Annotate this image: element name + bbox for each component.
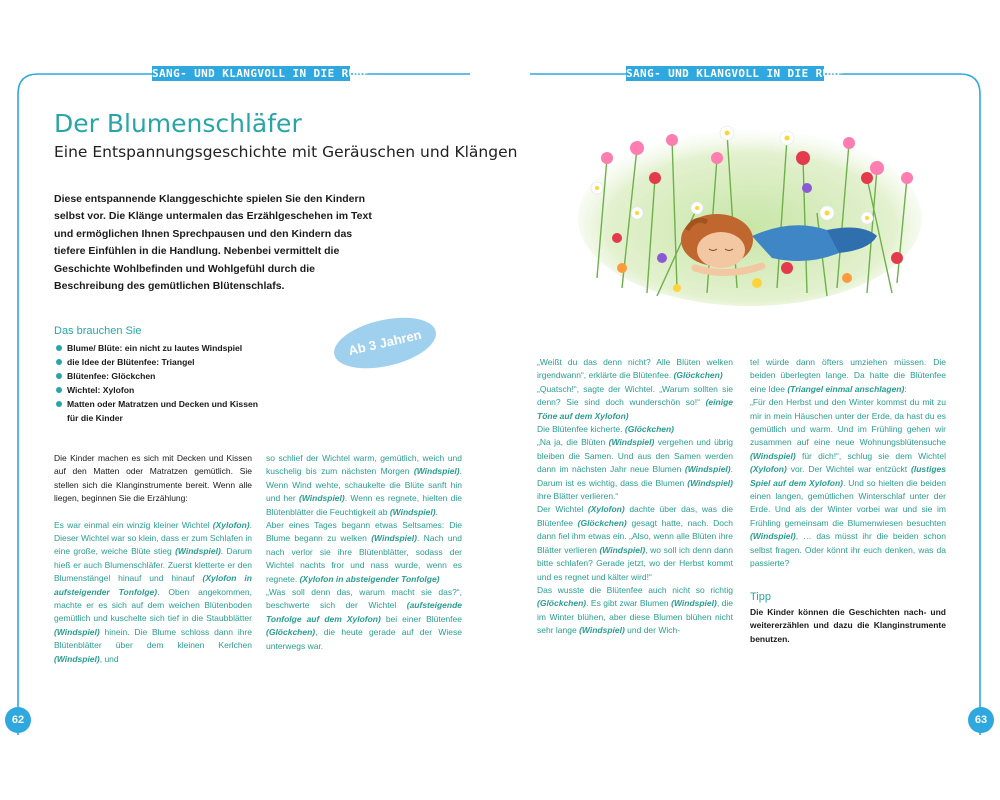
story-text: . Dieser Wichtel war so klein, dass er zum Schlafen in eine große, weiche Blüte stieg [54, 519, 252, 557]
sound-cue: (Windspiel) [299, 493, 345, 504]
story-text: für dich!“, schlug sie dem Wichtel [795, 450, 946, 461]
sound-cue: (Glöckchen) [266, 627, 316, 638]
sound-cue: (Windspiel) [750, 450, 796, 461]
page-subtitle: Eine Entspannungsgeschichte mit Geräuschen und Klängen [54, 143, 518, 161]
story-text: . Nach und nach verlor sie ihre Blütenblätter, sodass der Wichtel nachts fror und nass wurde, wenn es regnete. [266, 533, 462, 584]
story-text: Die Blütenfee kicherte. [537, 424, 625, 435]
story-text: Das wusste die Blütenfee auch nicht so richtig [537, 584, 733, 595]
story-text: : [904, 383, 907, 394]
sound-cue: (Windspiel) [608, 437, 655, 448]
story-text: „Weißt du das denn nicht? Alle Blüten welken irgendwann“, erklärte die Blütenfee. [537, 357, 733, 381]
story-text: . Und so hielten die beiden einen langen, gemütlichen Winterschlaf unter der Erde. Und als der Winter vorbei war und sie im Frühling gemeinsam die Blumenwiesen besuchten [750, 477, 946, 528]
story-text: , die im Winter blühen, aber diese Blumen blühen nicht sehr lange [537, 598, 733, 636]
sound-cue: (Windspiel) [671, 598, 717, 609]
sound-cue: (einige Töne auf dem Xylofon) [537, 397, 733, 421]
story-text: „Was soll denn das, warum macht sie das?“, beschwerte sich der Wichtel [266, 587, 462, 611]
story-paragraph [537, 356, 733, 638]
story-text: und der Wich- [624, 625, 681, 636]
sound-cue: (Windspiel) [599, 544, 646, 555]
sound-cue: (Windspiel) [750, 531, 796, 542]
header-banner-left: SANG- UND KLANGVOLL IN DIE RUHE [152, 67, 370, 80]
sound-cue: (Windspiel) [413, 466, 460, 477]
age-badge: Ab 3 Jahren [329, 309, 441, 377]
sound-cue: (Triangel einmal anschlagen) [787, 383, 905, 394]
story-text: . Darum ist es wichtig, dass die Blumen [537, 464, 733, 488]
story-text: . [435, 506, 438, 517]
sound-cue: (Xylofon) [587, 504, 625, 515]
story-text: , wo soll ich denn dann bitte schlafen? Gerade jetzt, wo der Herbst kommt und es regnet und kälter wird!“ [537, 544, 733, 582]
story-text: , die heute gerade auf der Wiese unterwegs war. [266, 627, 462, 651]
list-item: Wichtel: Xylofon [56, 383, 266, 397]
text-column-1 [54, 452, 252, 666]
story-text: gesagt hatte, nach. Doch dann fiel ihm etwas ein. „Also, wenn alle Blüten ihre Blätter verlieren [537, 517, 733, 555]
list-item: Blütenfee: Glöckchen [56, 369, 266, 383]
list-item: Blume/ Blüte: ein nicht zu lautes Windspiel [56, 341, 266, 355]
sound-cue: (Xylofon) [750, 464, 787, 475]
sound-cue: (aufsteigende Tonfolge auf dem Xylofon) [266, 600, 462, 624]
tip-heading: Tipp [750, 590, 771, 603]
sound-cue: (Windspiel) [389, 506, 436, 517]
story-text: Es war einmal ein winzig kleiner Wichtel [54, 519, 213, 530]
sound-cue: (Windspiel) [54, 626, 100, 637]
story-text: Aber eines Tages begann etwas Seltsames: Die Blume begann zu welken [266, 520, 462, 544]
instruction-paragraph: Die Kinder machen es sich mit Decken und Kissen auf den Matten oder Matratzen gemütlich. Sie stellen sich die Klanginstrumente bereit. Wenn alle liegen, beginnen Sie die Erzählung: [54, 453, 252, 504]
sound-cue: (Windspiel) [687, 477, 733, 488]
story-text: „Für den Herbst und den Winter kommst du mit zu mir in mein Häuschen unter der Erde, da hast du es gemütlich und warm. Und im Frühling gehen wir zusammen auf eine neue Wohnungsblütensuche [750, 397, 946, 448]
story-text: tel würde dann öfters umziehen müssen. Die beiden überlegten lange. Da hatte die Blütenfee eine Idee [750, 357, 946, 394]
page-number-right: 63 [968, 707, 994, 733]
sound-cue: (Windspiel) [371, 533, 417, 544]
tip-paragraph: Die Kinder können die Geschichten nach- und weitererzählen und dazu die Klanginstrumente benutzen. [750, 606, 946, 644]
sound-cue: (Windspiel) [684, 464, 731, 475]
sound-cue: (Xylofon in aufsteigender Tonfolge) [54, 573, 252, 597]
sound-cue: (Xylofon in absteigender Tonfolge) [299, 573, 440, 584]
header-banner-right: SANG- UND KLANGVOLL IN DIE RUHE [626, 67, 844, 80]
story-text: bei einer Blütenfee [380, 613, 462, 624]
story-text: Der Wichtel [537, 504, 588, 515]
list-item: die Idee der Blütenfee: Triangel [56, 355, 266, 369]
story-text: „Na ja, die Blüten [537, 437, 609, 448]
story-text: . Darum hieß er auch Blumenschläfer. Zuerst kletterte er den Blumenstängel hinauf und hinauf [54, 546, 252, 584]
sound-cue: (Glöckchen) [577, 517, 627, 528]
sound-cue: (Xylofon) [212, 519, 250, 530]
sound-cue: (Windspiel) [54, 653, 100, 664]
story-text: vor. Der Wichtel war entzückt [786, 464, 912, 475]
sound-cue: (Glöckchen) [673, 370, 723, 381]
list-item: Matten oder Matratzen und Decken und Kissen für die Kinder [56, 397, 266, 425]
story-text: . Wenn Wind wehte, schaukelte die Blüte sanft hin und her [266, 466, 462, 504]
story-text: . Es gibt zwar Blumen [586, 598, 672, 609]
intro-paragraph: Diese entspannende Klanggeschichte spielen Sie den Kindern selbst vor. Die Klänge untermalen das Erzählgeschehen im Text und ermöglichen Ihnen Sprechpausen und den Kindern das tiefere Einfühlen in die Handlung. Nebenbei vermittelt die Geschichte Wohlbefinden und Wohlgefühl durch die Beschreibung des gemütlichen Blütenschlafs. [54, 193, 372, 293]
story-text: so schlief der Wichtel warm, gemütlich, weich und kuschelig bis zum nächsten Morgen [266, 453, 462, 477]
sound-cue: (Glöckchen) [624, 424, 675, 435]
materials-heading: Das brauchen Sie [54, 325, 142, 337]
sound-cue: (Glöckchen) [537, 598, 587, 609]
story-text: dachte über das, was die Blütenfee [537, 504, 733, 528]
story-text: „Quatsch!“, sagte der Wichtel. „Warum sollten sie denn? Sie sind doch wunderschön so!“ [537, 383, 733, 408]
sound-cue: (Windspiel) [579, 625, 625, 636]
page-number-left: 62 [5, 707, 31, 733]
story-paragraph [54, 519, 252, 666]
sound-cue: (lustiges Spiel auf dem Xylofon) [750, 464, 946, 488]
story-text: ihre Blätter verlieren.“ [537, 491, 619, 502]
story-paragraph [750, 356, 946, 571]
story-text: hinein. Die Blume schloss dann ihre Blütenblätter über dem kleinen Kerlchen [54, 626, 252, 651]
sleeping-child-illustration [577, 118, 923, 308]
story-paragraph [266, 452, 462, 653]
story-text: . Oben angekommen, machte er es sich auf dem weichen Blütenboden gemütlich und kuschelte sich tief in die Staubblätter [54, 586, 252, 624]
story-text: , … das müsst ihr die beiden schon selbst fragen. Oder könnt ihr euch denken, was da passierte? [750, 531, 946, 569]
materials-list [56, 341, 266, 425]
sound-cue: (Windspiel) [175, 546, 221, 557]
story-text: , und [99, 653, 119, 664]
text-column-2 [266, 452, 462, 653]
text-column-3 [537, 356, 733, 638]
page-title: Der Blumenschläfer [54, 109, 302, 138]
story-text: vergehen und übrig bleiben die Samen. Und aus den Samen werden dann im nächsten Jahr neue Blumen [537, 437, 733, 475]
text-column-4 [750, 356, 946, 646]
story-text: . Wenn es regnete, hielten die Blütenblätter die Feuchtigkeit ab [266, 493, 462, 517]
